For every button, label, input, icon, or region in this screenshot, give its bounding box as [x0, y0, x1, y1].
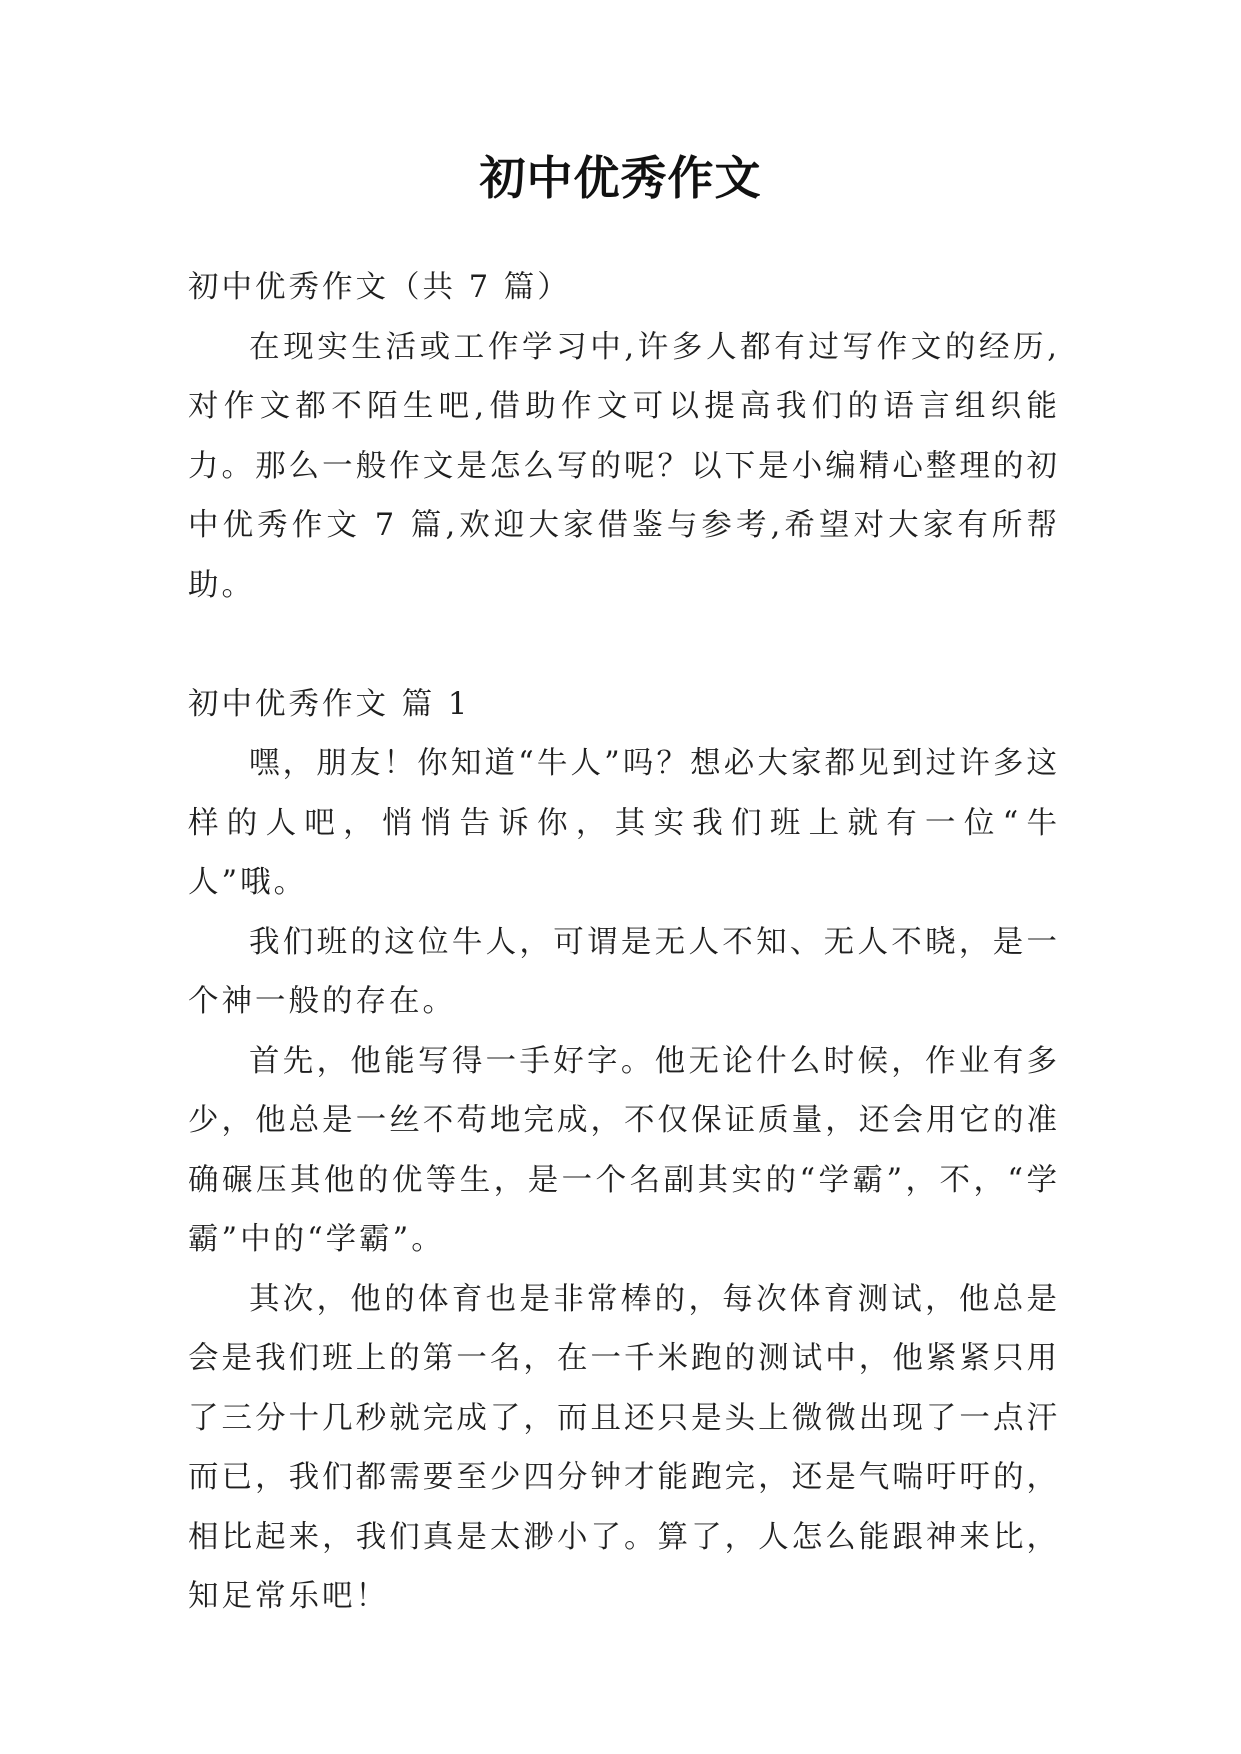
document-body: [188, 258, 1060, 1627]
section-1-paragraph: 我们班的这位牛人，可谓是无人不知、无人不晓，是一个神一般的存在。: [188, 924, 1060, 1019]
document-title: 初中优秀作文: [479, 151, 762, 205]
intro-paragraph: 在现实生活或工作学习中,许多人都有过写作文的经历,对作文都不陌生吧,借助作文可以提高我们的语言组织能力。那么一般作文是怎么写的呢？以下是小编精心整理的初中优秀作文 7 篇,欢迎大家借鉴与参考,希望对大家有所帮助。: [188, 329, 1060, 603]
intro-heading: 初中优秀作文（共 7 篇）: [188, 270, 571, 305]
section-1-heading: 初中优秀作文 篇 1: [188, 686, 471, 722]
section-1-paragraph: 嘿，朋友！你知道“牛人”吗？想必大家都见到过许多这样的人吧，悄悄告诉你，其实我们班上就有一位“牛人”哦。: [188, 746, 1060, 900]
section-1-paragraph: 其次，他的体育也是非常棒的，每次体育测试，他总是会是我们班上的第一名，在一千米跑的测试中，他紧紧只用了三分十几秒就完成了，而且还只是头上微微出现了一点汗而已，我们都需要至少四分钟才能跑完，还是气喘吁吁的，相比起来，我们真是太渺小了。算了，人怎么能跟神来比，知足常乐吧！: [188, 1281, 1060, 1614]
section-1-paragraph: 首先，他能写得一手好字。他无论什么时候，作业有多少，他总是一丝不苟地完成，不仅保证质量，还会用它的准确碾压其他的优等生，是一个名副其实的“学霸”，不，“学霸”中的“学霸”。: [188, 1043, 1060, 1257]
section-spacer: [188, 615, 1060, 675]
